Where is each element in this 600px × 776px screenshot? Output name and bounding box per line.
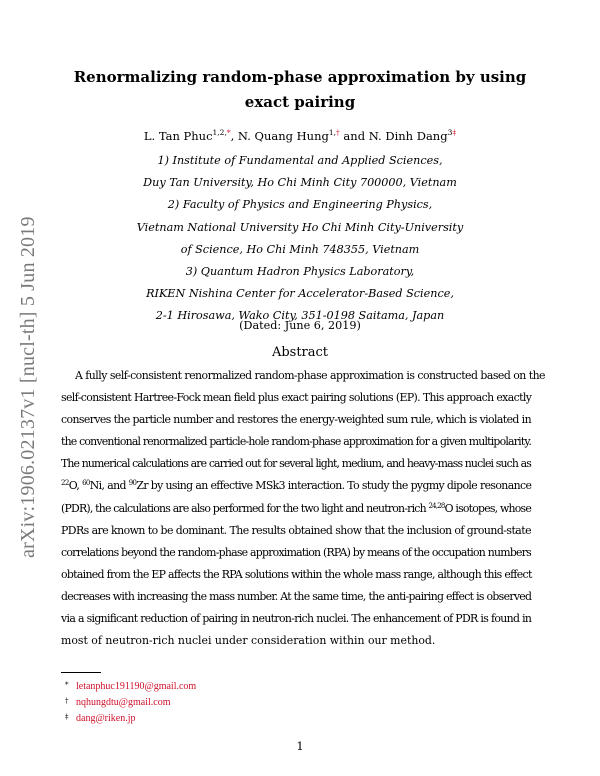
- abstract-text: Ni, and: [89, 479, 129, 493]
- author-footnote-mark[interactable]: ‡: [452, 128, 457, 137]
- mass-number-sup: 22: [61, 479, 69, 488]
- affiliation-line: Vietnam National University Ho Chi Minh City-University: [136, 220, 464, 234]
- abstract-text: (PDR), the calculations are also performed for the two light and neutron-rich: [61, 501, 429, 515]
- paper-title: Renormalizing random-phase approximation by using exact pairing: [73, 68, 527, 111]
- author-name: L. Tan Phuc: [143, 129, 213, 143]
- abstract-text: PDRs are known to be dominant. The results obtained show that the inclusion of ground-state: [61, 523, 531, 537]
- abstract-text: obtained from the EP affects the RPA solutions within the whole mass range, although this effect: [61, 567, 532, 581]
- author-name: N. Quang Hung: [237, 129, 329, 143]
- footnote: [65, 677, 196, 693]
- abstract-line: [61, 608, 531, 630]
- abstract-line: [61, 387, 531, 409]
- abstract-text: A fully self-consistent renormalized random-phase approximation is constructed based on the: [75, 369, 545, 382]
- footnote-rule: [61, 672, 101, 673]
- abstract-text: self-consistent Hartree-Fock mean field plus exact pairing solutions (EP). This approach exactly: [61, 391, 532, 405]
- mass-number-sup: 90: [128, 479, 137, 488]
- footnote-mark: *: [65, 681, 69, 689]
- abstract-line: [61, 498, 531, 520]
- mass-number-sup: 60: [82, 479, 90, 488]
- author-affil-sup: 1,: [328, 128, 337, 137]
- affiliation-line: 2) Faculty of Physics and Engineering Physics,: [167, 198, 433, 212]
- abstract-text: O,: [68, 479, 83, 493]
- abstract-text: O isotopes, whose: [444, 501, 531, 515]
- abstract-line: [61, 564, 531, 586]
- affiliations: [60, 150, 540, 328]
- abstract-line: [61, 475, 531, 497]
- abstract-text: the conventional renormalized particle-hole random-phase approximation for a given multipolarity.: [61, 435, 531, 449]
- abstract-line: [61, 453, 531, 475]
- page-number: 1: [296, 739, 304, 753]
- abstract-line: [61, 365, 545, 387]
- abstract-line: [61, 520, 531, 542]
- footnote: [65, 709, 196, 725]
- affiliation-line: Duy Tan University, Ho Chi Minh City 700000, Vietnam: [143, 176, 457, 190]
- abstract-line: [61, 431, 531, 453]
- author-footnote-mark[interactable]: †: [336, 128, 340, 137]
- abstract-text: The numerical calculations are carried out for several light, medium, and heavy-mass nuclei such as: [61, 457, 532, 471]
- affiliation-line: 2-1 Hirosawa, Wako City, 351-0198 Saitama, Japan: [155, 309, 445, 323]
- mass-number-sup: 24,28: [428, 501, 445, 510]
- abstract-line: [61, 630, 531, 652]
- affiliation-line: 1) Institute of Fundamental and Applied Sciences,: [157, 154, 443, 167]
- footnote-mark: ‡: [65, 713, 69, 721]
- email-link[interactable]: nqhungdtu@gmail.com: [76, 697, 171, 708]
- author-footnote-mark[interactable]: *: [226, 128, 231, 137]
- abstract-text: conserves the particle number and restores the energy-weighted sum rule, which is violated in: [61, 413, 531, 427]
- footnotes: [65, 677, 196, 725]
- abstract-text: Zr by using an effective MSk3 interaction. To study the pygmy dipole resonance: [136, 479, 532, 493]
- author-separator: ,: [230, 129, 238, 143]
- author-list: [60, 129, 540, 143]
- arxiv-stamp: arXiv:1906.02137v1 [nucl-th] 5 Jun 2019: [17, 216, 39, 558]
- email-link[interactable]: dang@riken.jp: [76, 713, 136, 724]
- footnote: [65, 693, 196, 709]
- author-affil-sup: 1,2,: [212, 128, 227, 137]
- abstract-text: correlations beyond the random-phase approximation (RPA) by means of the occupation numbers: [61, 545, 531, 559]
- author-name: N. Dinh Dang: [368, 129, 448, 143]
- abstract-line: [61, 409, 531, 431]
- abstract-text: decreases with increasing the mass number. At the same time, the anti-pairing effect is observed: [61, 589, 532, 603]
- email-link[interactable]: letanphuc191190@gmail.com: [76, 681, 197, 692]
- abstract-text: most of neutron-rich nuclei under consideration within our method.: [61, 634, 436, 648]
- abstract-text: via a significant reduction of pairing in neutron-rich nuclei. The enhancement of PDR is found in: [61, 612, 532, 626]
- affiliation-line: RIKEN Nishina Center for Accelerator-Based Science,: [146, 287, 454, 301]
- author-separator: and: [339, 129, 369, 143]
- date-line: (Dated: June 6, 2019): [239, 319, 361, 332]
- abstract-heading: Abstract: [271, 345, 329, 360]
- affiliation-line: of Science, Ho Chi Minh 748355, Vietnam: [180, 242, 420, 256]
- abstract-line: [61, 586, 531, 608]
- abstract-line: [61, 542, 531, 564]
- author-affil-sup: 3: [447, 128, 453, 137]
- abstract-body: [61, 365, 545, 652]
- footnote-mark: †: [65, 697, 69, 705]
- affiliation-line: 3) Quantum Hadron Physics Laboratory,: [185, 264, 415, 278]
